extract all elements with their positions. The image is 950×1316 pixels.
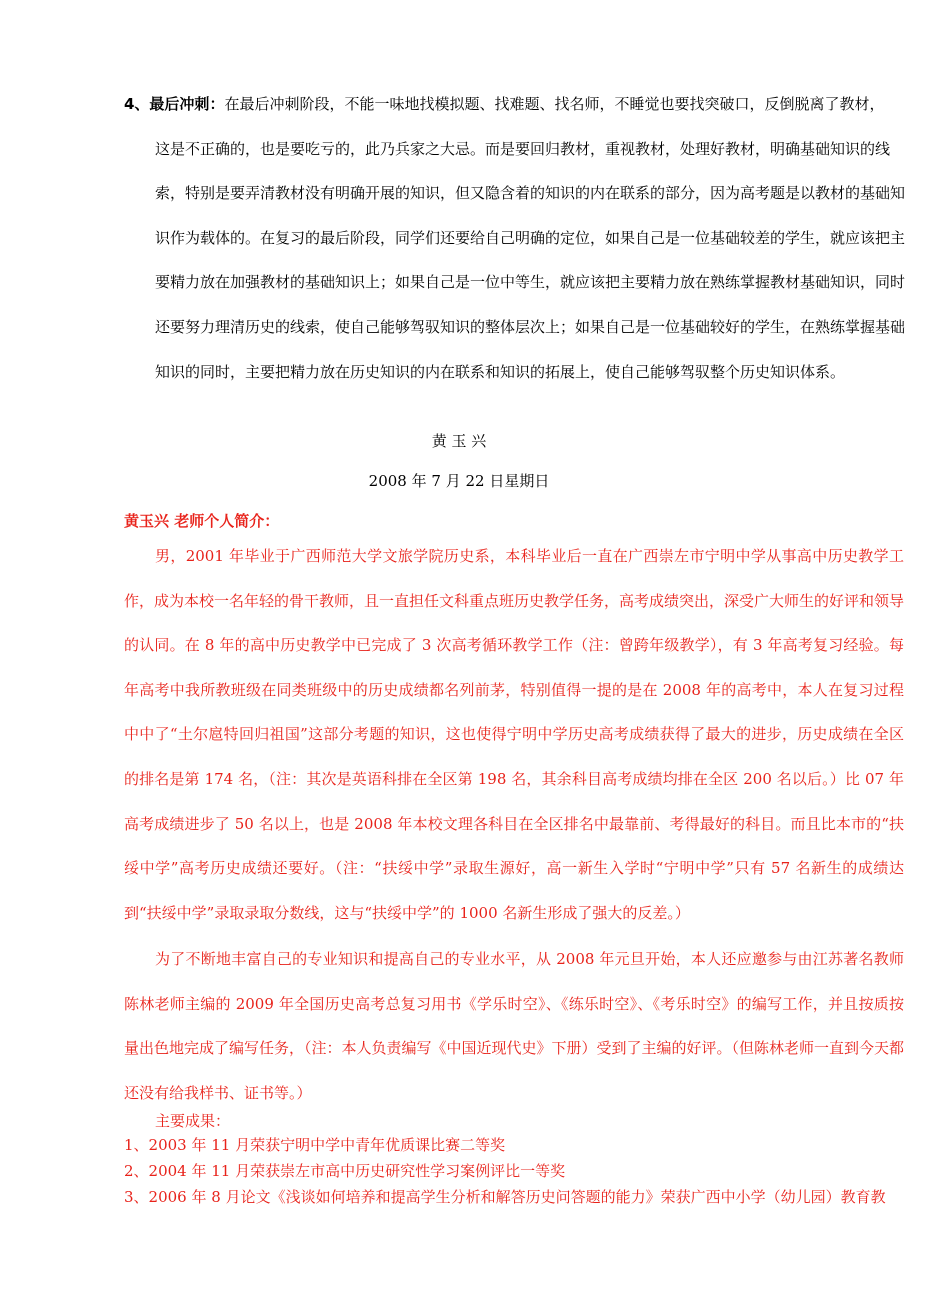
bio-paragraph-2-text: 为了不断地丰富自己的专业知识和提高自己的专业水平，从 2008 年元旦开始，本人还应邀参与由江苏著名教师陈林老师主编的 2009 年全国历史高考总复习用书《学乐时空》、《练乐时空》、《考乐时空》的编写工作，并且按质按量出色地完成了编写任务，（注：本人负责编写《中国近现代史》下册）受到了主编的好评。（但陈林老师一直到今天都还没有给我样书、证书等。）	[124, 950, 905, 1102]
achievement-item: 1、2003 年 11 月荣获宁明中学中青年优质课比赛二等奖	[124, 1136, 506, 1154]
section-4-body: 这是不正确的，也是要吃亏的，此乃兵家之大忌。而是要回归教材，重视教材，处理好教材，明确基础知识的线索，特别是要弄清教材没有明确开展的知识，但又隐含着的知识的内在联系的部分，因为高考题是以教材的基础知识作为载体的。在复习的最后阶段，同学们还要给自己明确的定位，如果自己是一位基础较差的学生，就应该把主要精力放在加强教材的基础知识上；如果自己是一位中等生，就应该把主要精力放在熟练掌握教材基础知识，同时还要努力理清历史的线索，使自己能够驾驭知识的整体层次上；如果自己是一位基础较好的学生，在熟练掌握基础知识的同时，主要把精力放在历史知识的内在联系和知识的拓展上，使自己能够驾驭整个历史知识体系。	[155, 139, 906, 381]
section-4-first-text: 在最后冲刺阶段，不能一味地找模拟题、找难题、找名师，不睡觉也要找突破口，反倒脱离了教材，	[224, 95, 885, 113]
achievements-list	[124, 1132, 904, 1210]
signature-date: 2008 年 7 月 22 日星期日	[368, 472, 550, 490]
achievement-item: 2、2004 年 11 月荣获崇左市高中历史研究性学习案例评比一等奖	[124, 1162, 566, 1180]
section-4-paragraph	[124, 82, 914, 394]
bio-title: 黄玉兴 老师个人简介：	[124, 512, 280, 530]
achievement-item: 3、2006 年 8 月论文《浅谈如何培养和提高学生分析和解答历史问答题的能力》荣获广西中小学（幼儿园）教育教	[124, 1188, 886, 1206]
bio-paragraph-2	[124, 937, 904, 1115]
achievements-title: 主要成果：	[155, 1112, 231, 1130]
author-signature: 黄 玉 兴	[431, 432, 487, 450]
bio-paragraph-1	[124, 534, 904, 935]
section-4-first-line	[124, 82, 914, 127]
bio-paragraph-1-text: 男，2001 年毕业于广西师范大学文旅学院历史系，本科毕业后一直在广西崇左市宁明中学从事高中历史教学工作，成为本校一名年轻的骨干教师，且一直担任文科重点班历史教学任务，高考成绩突出，深受广大师生的好评和领导的认同。在 8 年的高中历史教学中已完成了 3 次高考循环教学工作（注：曾跨年级教学），有 3 年高考复习经验。每年高考中我所教班级在同类班级中的历史成绩都名列前茅，特别值得一提的是在 2008 年的高考中，本人在复习过程中中了“土尔扈特回归祖国”这部分考题的知识，这也使得宁明中学历史高考成绩获得了最大的进步，历史成绩在全区的排名是第 174 名，（注：其次是英语科排在全区第 198 名，其余科目高考成绩均排在全区 200 名以后。）比 07 年高考成绩进步了 50 名以上，也是 2008 年本校文理各科目在全区排名中最靠前、考得最好的科目。而且比本市的“扶绥中学”高考历史成绩还要好。（注：“扶绥中学”录取生源好，高一新生入学时“宁明中学”只有 57 名新生的成绩达到“扶绥中学”录取录取分数线，这与“扶绥中学”的 1000 名新生形成了强大的反差。）	[124, 547, 905, 922]
section-4-heading: 4、最后冲刺：	[124, 95, 225, 113]
